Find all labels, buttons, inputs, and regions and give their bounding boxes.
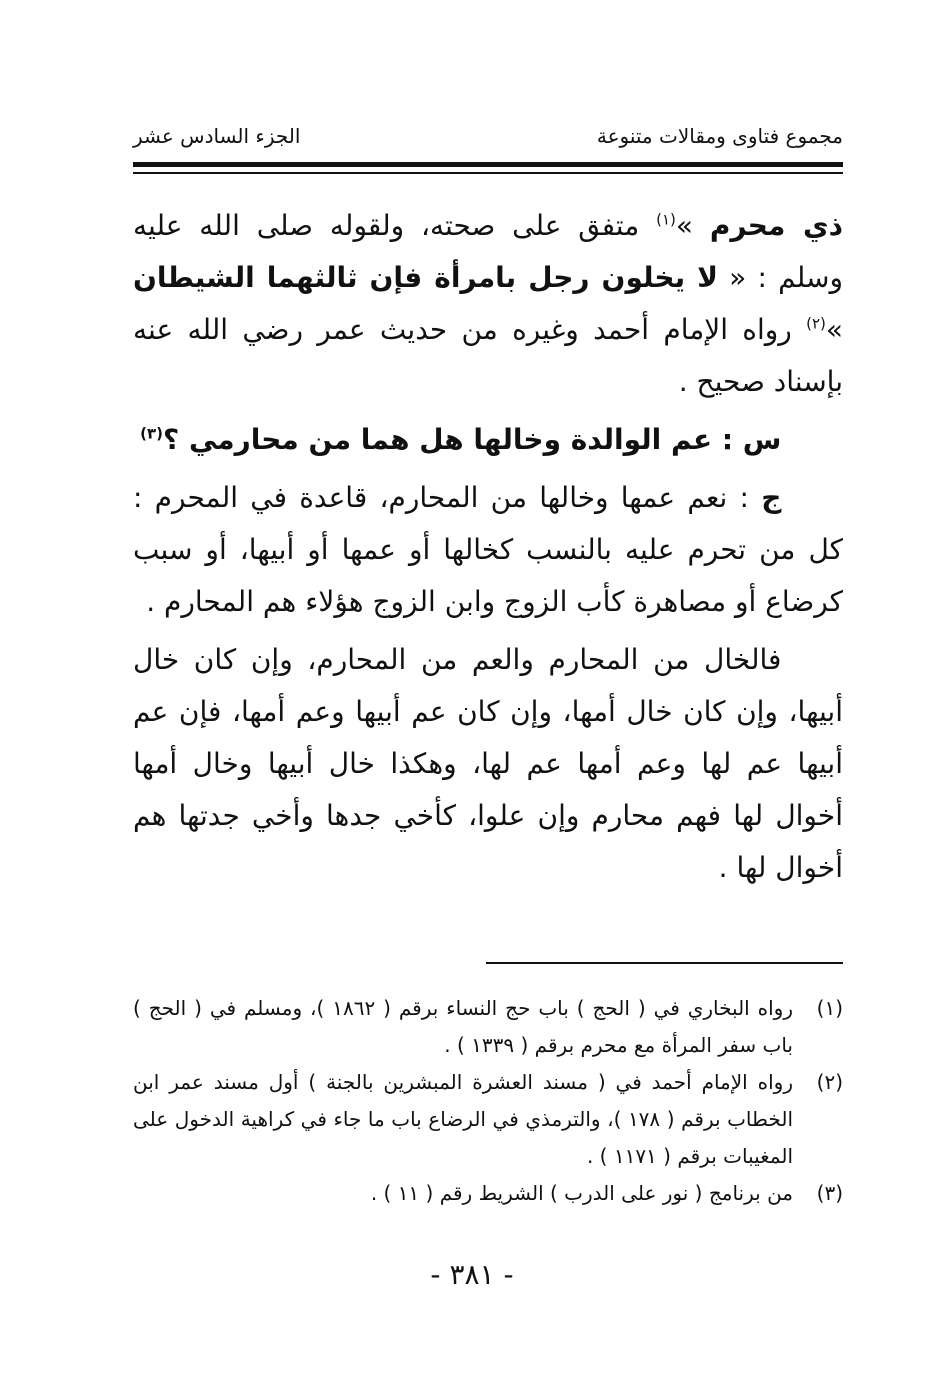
- answer: [133, 472, 843, 628]
- header-rule-thin: [133, 172, 843, 174]
- paragraph-text: متفق على صحته، ولقوله صلى الله عليه وسلم : «: [133, 209, 843, 294]
- footnote-number: (١): [816, 996, 843, 1020]
- footnote-text: رواه الإمام أحمد في ( مسند العشرة المبشرين بالجنة ) أول مسند عمر ابن الخطاب برقم ( ١٧٨ )، والترمذي في الرضاع باب ما جاء في كراهية الدخول على المغيبات برقم ( ١١٧١ ) .: [133, 1070, 793, 1168]
- volume-label: الجزء السادس عشر: [133, 124, 301, 148]
- footnote-1: [133, 990, 843, 1064]
- question-text: س : عم الوالدة وخالها هل هما من محارمي ؟: [162, 423, 782, 456]
- footnote-ref-2: (٢): [806, 314, 826, 333]
- answer-text: : نعم عمها وخالها من المحارم، قاعدة في المحرم : كل من تحرم عليه بالنسب كخالها أو عمها أو أبيها، أو سبب كرضاع أو مصاهرة كأب الزوج وابن الزوج هؤلاء هم المحارم .: [133, 481, 843, 618]
- footnote-ref-3: (٣): [140, 424, 163, 443]
- question: [133, 414, 843, 466]
- answer-label: ج: [761, 481, 782, 514]
- header-rule-thick: [133, 162, 843, 167]
- footnote-ref-1: (١): [656, 210, 676, 229]
- paragraph-hadith: ذي محرم »$^{(١)}$ متفق على صحته، ولقوله صلى الله عليه وسلم : « لا يخلون رجل بامرأة فإن ثالثهما الشيطان »$^{(٢)}$ رواه الإمام أحمد وغيره من حديث عمر رضي الله عنه بإسناد صحيح .: [133, 209, 844, 398]
- running-header: [133, 118, 843, 154]
- paragraph-explanation: فالخال من المحارم والعم من المحارم، وإن كان خال أبيها، وإن كان خال أمها، وإن كان عم أبيها وعم أمها، فإن عم أبيها عم لها وعم أمها عم لها، وهكذا خال أبيها وخال أمها أخوال لها فهم محارم وإن علوا، كأخي جدها وأخي جدتها هم أخوال لها .: [133, 643, 843, 884]
- bold-phrase: ذي محرم: [709, 209, 844, 242]
- footnote-number: (٢): [816, 1070, 843, 1094]
- footnote-2: [133, 1064, 843, 1175]
- footnote-number: (٣): [816, 1181, 843, 1205]
- hadith-quote: لا يخلون رجل بامرأة فإن ثالثهما الشيطان: [133, 261, 718, 294]
- footnote-3: [133, 1175, 843, 1212]
- footnotes: [133, 990, 843, 1212]
- paragraph-text: رواه الإمام أحمد وغيره من حديث عمر رضي الله عنه بإسناد صحيح .: [133, 313, 843, 398]
- footnote-text: رواه البخاري في ( الحج ) باب حج النساء برقم ( ١٨٦٢ )، ومسلم في ( الحج ) باب سفر المرأة مع محرم برقم ( ١٣٣٩ ) .: [133, 996, 793, 1057]
- footnote-separator: [486, 962, 843, 964]
- main-text: [133, 200, 843, 894]
- book-title: مجموع فتاوى ومقالات متنوعة: [596, 124, 843, 148]
- footnote-text: من برنامج ( نور على الدرب ) الشريط رقم ( ١١ ) .: [370, 1181, 793, 1205]
- page-number: - ٣٨١ -: [430, 1258, 514, 1291]
